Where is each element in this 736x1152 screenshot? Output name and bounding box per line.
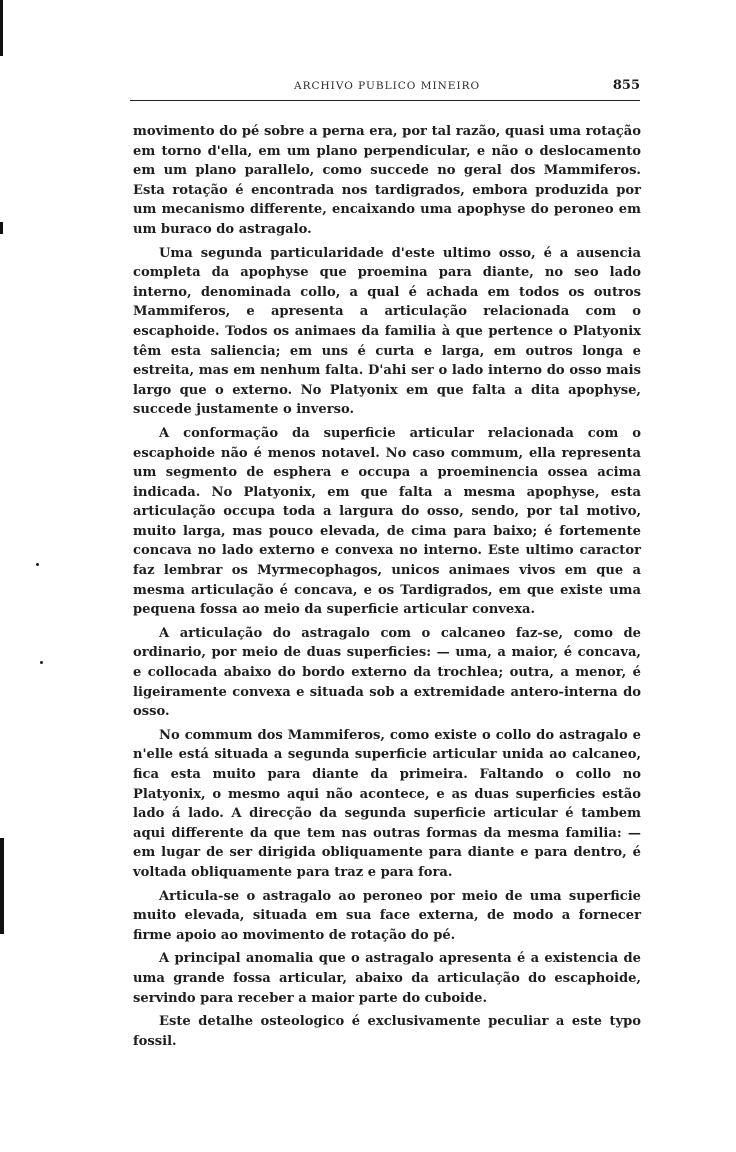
body-text <box>133 122 641 1051</box>
page-number: 855 <box>612 78 640 93</box>
running-title: ARCHIVO PUBLICO MINEIRO <box>294 80 481 92</box>
paragraph: Articula-se o astragalo ao peroneo por meio de uma superficie muito elevada, situada em sua face externa, de modo a fornecer firme apoio ao movimento de rotação do pé. <box>133 888 641 943</box>
paragraph: A principal anomalia que o astragalo apresenta é a existencia de uma grande fossa articular, abaixo da articulação do escaphoide, servindo para receber a maior parte do cuboide. <box>133 951 641 1006</box>
scan-edge-mark-middle <box>0 222 3 234</box>
running-head <box>130 78 640 101</box>
paragraph: Uma segunda particularidade d'este ultimo osso, é a ausencia completa da apophyse que proemina para diante, no seo lado interno, denominada collo, a qual é achada em todos os outros Mammiferos, e apresenta a articulação relacionada com o escaphoide. Todos os animaes da familia à que pertence o Platyonix têm esta saliencia; em uns é curta e larga, em outros longa e estreita, mas em nenhum falta. D'ahi ser o lado interno do osso mais largo que o externo. No Platyonix em que falta a dita apophyse, succede justamente o inverso. <box>133 245 641 418</box>
scan-edge-mark-top <box>0 0 3 56</box>
paragraph: No commum dos Mammiferos, como existe o collo do astragalo e n'elle está situada a segunda superficie articular unida ao calcaneo, fica esta muito para diante da primeira. Faltando o collo no Platyonix, o mesmo aqui não acontece, e as duas superficies estão lado á lado. A direcção da segunda superficie articular é tambem aqui differente da que tem nas outras formas da mesma familia: — em lugar de ser dirigida obliquamente para diante e para dentro, é voltada obliquamente para traz e para fora. <box>133 727 641 880</box>
paragraph: A articulação do astragalo com o calcaneo faz-se, como de ordinario, por meio de duas superficies: — uma, a maior, é concava, e collocada abaixo do bordo externo da trochlea; outra, a menor, é ligeiramente convexa e situada sob a extremidade antero-interna do osso. <box>133 625 641 720</box>
scan-speck <box>40 661 43 664</box>
paragraph: movimento do pé sobre a perna era, por tal razão, quasi uma rotação em torno d'ella, em um plano perpendicular, e não o deslocamento em um plano parallelo, como succede no geral dos Mammiferos. Esta rotação é encontrada nos tardigrados, embora produzida por um mecanismo differente, encaixando uma apophyse do peroneo em um buraco do astragalo. <box>133 124 641 237</box>
scan-edge-mark-bottom <box>0 838 4 934</box>
scan-speck <box>36 563 39 566</box>
paragraph: Este detalhe osteologico é exclusivamente peculiar a este typo fossil. <box>133 1014 641 1049</box>
paragraph: A conformação da superficie articular relacionada com o escaphoide não é menos notavel. No caso commum, ella representa um segmento de esphera e occupa a proeminencia ossea acima indicada. No Platyonix, em que falta a mesma apophyse, esta articulação occupa toda a largura do osso, sendo, por tal motivo, muito larga, mas pouco elevada, de cima para baixo; é fortemente concava no lado externo e convexa no interno. Este ultimo caractor faz lembrar os Myrmecophagos, unicos animaes vivos em que a mesma articulação é concava, e os Tardigrados, em que existe uma pequena fossa ao meio da superficie articular convexa. <box>133 425 641 618</box>
